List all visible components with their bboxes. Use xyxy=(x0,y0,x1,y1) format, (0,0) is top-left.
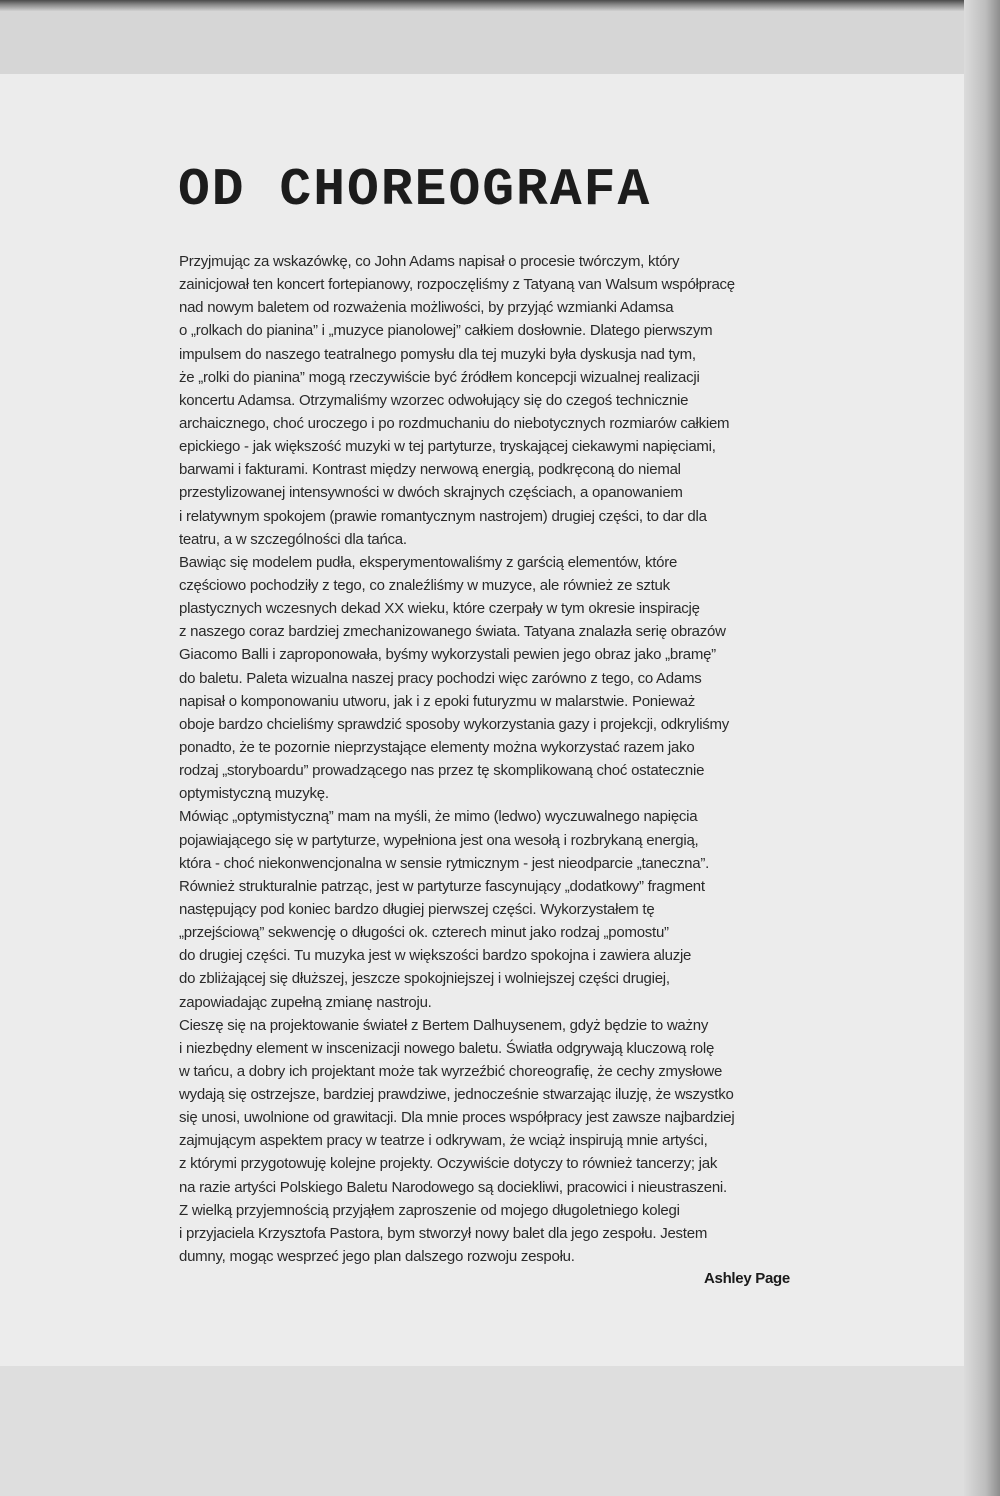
text-line: i przyjaciela Krzysztofa Pastora, bym stworzył nowy balet dla jego zespołu. Jestem xyxy=(179,1224,708,1242)
text-line: i niezbędny element w inscenizacji nowego baletu. Światła odgrywają kluczową rolę xyxy=(179,1039,715,1057)
text-line: na razie artyści Polskiego Baletu Narodowego są dociekliwi, pracowici i nieustraszeni. xyxy=(179,1178,727,1196)
author-signature: Ashley Page xyxy=(704,1270,790,1287)
text-line: Cieszę się na projektowanie świateł z Bertem Dalhuysenem, gdyż będzie to ważny xyxy=(179,1016,709,1034)
text-line: impulsem do naszego teatralnego pomysłu dla tej muzyki była dyskusja nad tym, xyxy=(179,345,696,363)
text-line: o „rolkach do pianina” i „muzyce pianolowej” całkiem dosłownie. Dlatego pierwszym xyxy=(179,322,713,340)
scan-top-strip xyxy=(0,12,1000,74)
text-line: plastycznych wczesnych dekad XX wieku, które czerpały w tym okresie inspirację xyxy=(179,600,700,618)
text-line: dumny, mogąc wesprzeć jego plan dalszego rozwoju zespołu. xyxy=(179,1248,575,1266)
text-line: barwami i fakturami. Kontrast między nerwową energią, podkręconą do niemal xyxy=(179,461,681,479)
scan-top-edge xyxy=(0,0,1000,12)
text-line: nad nowym baletem od rozważenia możliwości, by przyjąć wzmianki Adamsa xyxy=(179,299,674,317)
scan-right-edge xyxy=(964,0,1000,1496)
text-line: wydają się ostrzejsze, bardziej prawdziwe, jednocześnie stwarzając iluzję, że wszystko xyxy=(179,1086,734,1104)
text-line: teatru, a w szczególności dla tańca. xyxy=(179,530,407,548)
page-title: OD CHOREOGRAFA xyxy=(178,160,652,220)
text-line: częściowo pochodziły z tego, co znaleźliśmy w muzyce, ale również ze sztuk xyxy=(179,576,670,594)
text-line: z którymi przygotowuję kolejne projekty. Oczywiście dotyczy to również tancerzy; jak xyxy=(179,1155,718,1173)
text-line: rodzaj „storyboardu” prowadzącego nas przez tę skomplikowaną choć ostatecznie xyxy=(179,762,705,780)
text-line: zajmującym aspektem pracy w teatrze i odkrywam, że wciąż inspirują mnie artyści, xyxy=(179,1132,708,1150)
text-line: do drugiej części. Tu muzyka jest w większości bardzo spokojna i zawiera aluzje xyxy=(179,947,692,965)
text-line: która - choć niekonwencjonalna w sensie rytmicznym - jest nieodparcie „taneczna”. xyxy=(179,854,709,872)
text-line: Bawiąc się modelem pudła, eksperymentowaliśmy z garścią elementów, które xyxy=(179,553,678,571)
text-line: „przejściową” sekwencję o długości ok. czterech minut jako rodzaj „pomostu” xyxy=(179,924,669,942)
text-line: i relatywnym spokojem (prawie romantycznym nastrojem) drugiej części, to dar dla xyxy=(179,507,707,525)
text-line: przestylizowanej intensywności w dwóch skrajnych częściach, a opanowaniem xyxy=(179,484,683,502)
text-line: Przyjmując za wskazówkę, co John Adams napisał o procesie twórczym, który xyxy=(179,253,680,270)
text-line: do zbliżającej się dłuższej, jeszcze spokojniejszej i wolniejszej części drugiej, xyxy=(179,970,670,988)
text-line: Mówiąc „optymistyczną” mam na myśli, że mimo (ledwo) wyczuwalnego napięcia xyxy=(179,808,698,826)
text-line: się unosi, uwolnione od grawitacji. Dla mnie proces współpracy jest zawsze najbardziej xyxy=(179,1109,735,1127)
text-line: następujący pod koniec bardzo długiej pierwszej części. Wykorzystałem tę xyxy=(179,900,655,918)
text-line: ponadto, że te pozornie nieprzystające elementy można wykorzystać razem jako xyxy=(179,738,695,756)
text-line: oboje bardzo chcieliśmy sprawdzić sposoby wykorzystania gazy i projekcji, odkryliśmy xyxy=(179,715,730,733)
text-line: archaicznego, choć uroczego i po rozdmuchaniu do niebotycznych rozmiarów całkiem xyxy=(179,414,730,432)
article-body xyxy=(179,250,799,1268)
text-line: koncertu Adamsa. Otrzymaliśmy wzorzec odwołujący się do czegoś technicznie xyxy=(179,391,689,409)
text-line: że „rolki do pianina” mogą rzeczywiście być źródłem koncepcji wizualnej realizacji xyxy=(179,368,700,386)
scan-bottom-band xyxy=(0,1366,966,1496)
text-line: Z wielką przyjemnością przyjąłem zaproszenie od mojego długoletniego kolegi xyxy=(179,1201,680,1219)
text-line: do baletu. Paleta wizualna naszej pracy pochodzi więc zarówno z tego, co Adams xyxy=(179,669,702,687)
text-line: Giacomo Balli i zaproponowała, byśmy wykorzystali pewien jego obraz jako „bramę” xyxy=(179,646,716,664)
text-line: Również strukturalnie patrząc, jest w partyturze fascynujący „dodatkowy” fragment xyxy=(179,877,705,895)
text-line: napisał o komponowaniu utworu, jak i z epoki futuryzmu w malarstwie. Ponieważ xyxy=(179,692,695,710)
text-line: w tańcu, a dobry ich projektant może tak wyrzeźbić choreografię, że cechy zmysłowe xyxy=(179,1062,723,1080)
text-line: zapowiadając zupełną zmianę nastroju. xyxy=(179,993,432,1011)
text-line: pojawiającego się w partyturze, wypełniona jest ona wesołą i rozbrykaną energią, xyxy=(179,831,699,849)
text-line: z naszego coraz bardziej zmechanizowanego świata. Tatyana znalazła serię obrazów xyxy=(179,623,726,641)
text-line: epickiego - jak większość muzyki w tej partyturze, tryskającej ciekawymi napięciami, xyxy=(179,438,716,456)
text-line: optymistyczną muzykę. xyxy=(179,785,329,803)
text-line: zainicjował ten koncert fortepianowy, rozpoczęliśmy z Tatyaną van Walsum współpracę xyxy=(179,276,735,294)
